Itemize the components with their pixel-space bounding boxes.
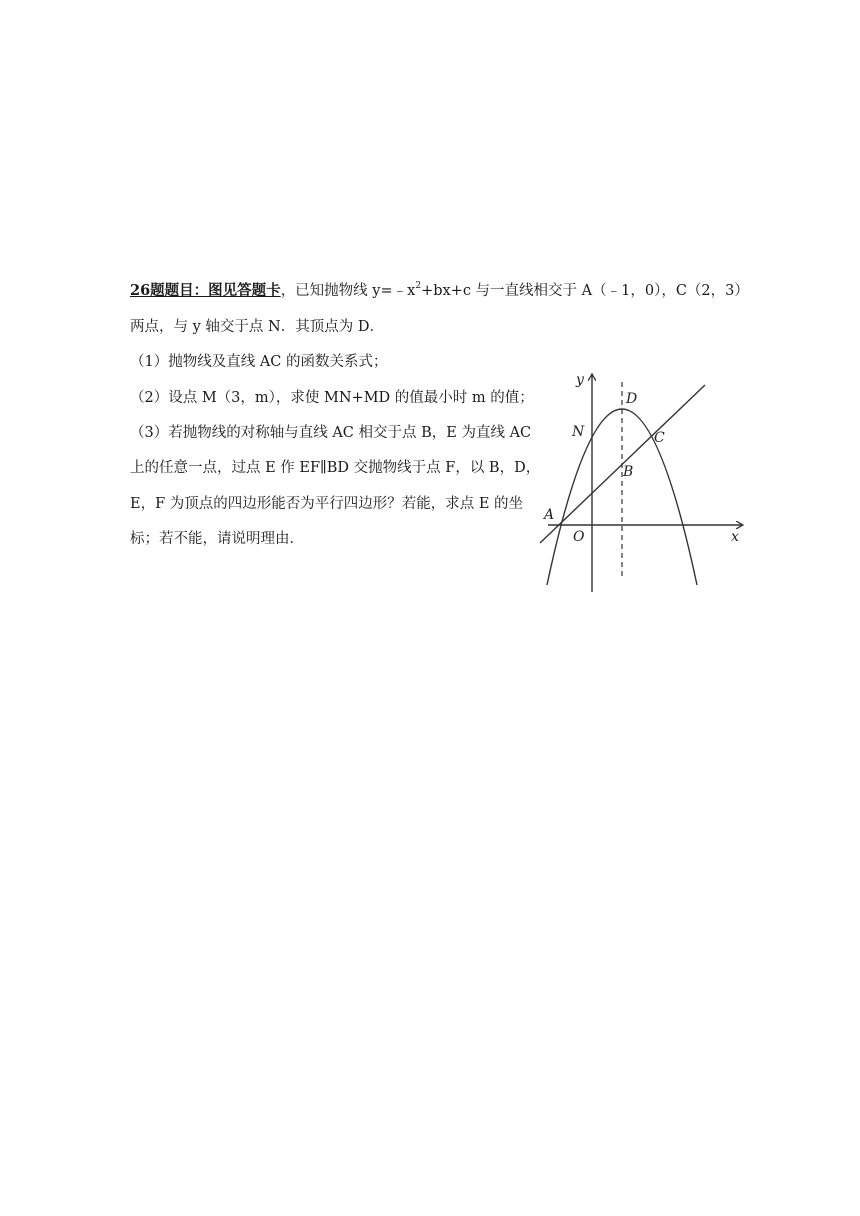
label-x-axis: x bbox=[731, 529, 739, 545]
problem-intro-line-1 bbox=[130, 281, 749, 301]
question-1: （1）抛物线及直线 AC 的函数关系式； bbox=[130, 354, 388, 370]
problem-intro-part1: ，已知抛物线 y=﹣x bbox=[280, 283, 416, 299]
label-point-n: N bbox=[572, 424, 585, 440]
label-point-c: C bbox=[654, 430, 665, 446]
question-3-line-4: 标；若不能，请说明理由． bbox=[130, 531, 304, 547]
question-2: （2）设点 M（3，m），求使 MN+MD 的值最小时 m 的值； bbox=[130, 390, 534, 406]
exponent: 2 bbox=[415, 281, 422, 292]
parabola-curve bbox=[547, 409, 697, 585]
label-y-axis: y bbox=[576, 372, 584, 388]
problem-intro-part2: +bx+c 与一直线相交于 A（﹣1，0），C（2，3） bbox=[421, 283, 749, 299]
question-3-line-1: （3）若抛物线的对称轴与直线 AC 相交于点 B，E 为直线 AC bbox=[130, 425, 532, 441]
problem-heading: 26题题目：图见答题卡 bbox=[130, 282, 281, 299]
parabola-figure bbox=[530, 368, 750, 598]
question-3-line-2: 上的任意一点，过点 E 作 EF∥BD 交抛物线于点 F，以 B，D， bbox=[130, 460, 541, 476]
label-point-d: D bbox=[626, 391, 638, 407]
label-origin: O bbox=[573, 529, 585, 545]
label-point-a: A bbox=[544, 507, 555, 523]
problem-intro-line-2: 两点，与 y 轴交于点 N．其顶点为 D． bbox=[130, 319, 384, 335]
question-3-line-3: E，F 为顶点的四边形能否为平行四边形？若能，求点 E 的坐 bbox=[130, 496, 524, 512]
label-point-b: B bbox=[623, 464, 634, 480]
